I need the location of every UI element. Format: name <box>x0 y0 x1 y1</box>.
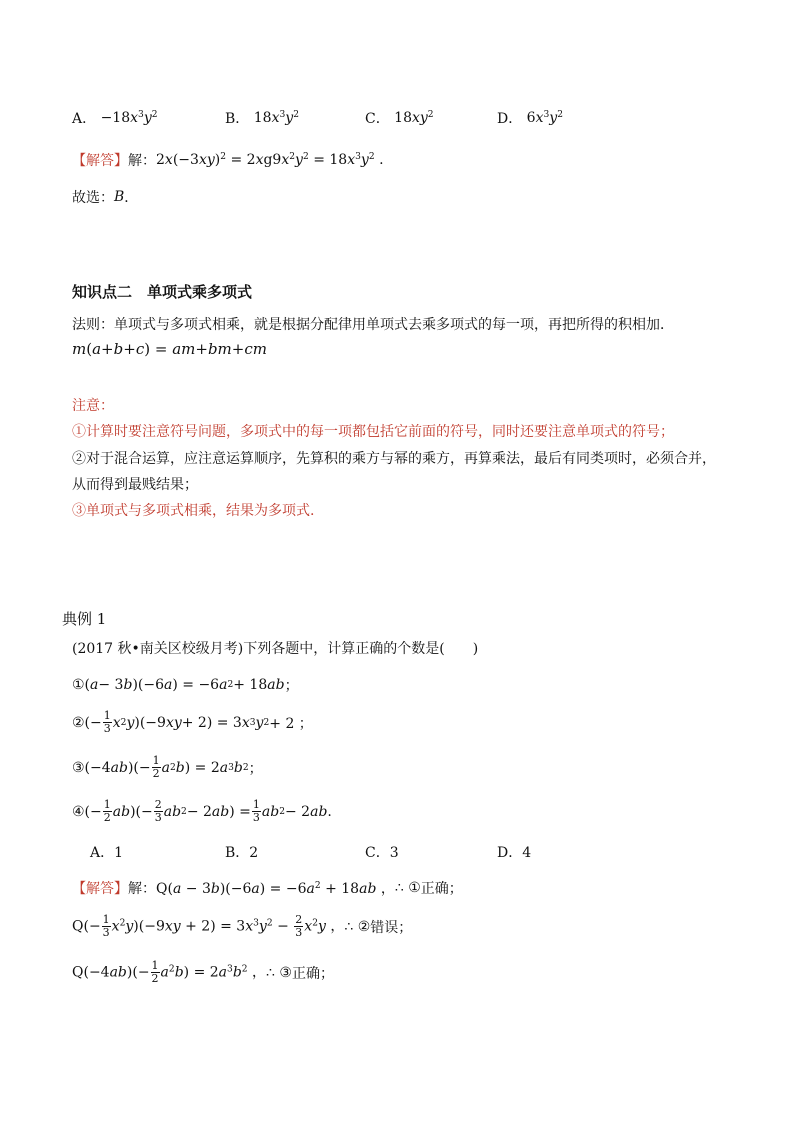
q1-option-d <box>497 108 563 128</box>
correct-label: 正确； <box>291 965 334 982</box>
note-1: ①计算时要注意符号问题，多项式中的每一项都包括它前面的符号，同时还要注意单项式的符号； <box>72 424 674 440</box>
option-d-expr: $6x^3y^2$ <box>522 110 564 126</box>
wrong-label: 错误； <box>370 919 413 936</box>
answer-mark-1: ① <box>403 880 421 896</box>
option-c-expr: $18xy^2$ <box>389 110 434 126</box>
therefore-symbol: ∴ <box>394 880 404 896</box>
rule-text: 法则：单项式与多项式相乘，就是根据分配律用单项式去乘多项式的每一项，再把所得的积相加． <box>72 317 674 333</box>
q1-choice-line <box>72 187 138 207</box>
example-answer-line-2 <box>72 914 412 939</box>
example-item-3: ③(−4 ab )(− $\frac{1}{2}$ a 2 b ) = 2 a 3 b 2 ； <box>72 754 263 780</box>
therefore-symbol: ∴ <box>266 964 275 981</box>
correct-label: 正确； <box>420 881 463 897</box>
answer-prefix: 解： <box>128 881 156 897</box>
answer-expr-3: Q(−4ab)(− $\frac{1}{2}$ $a^2b) = 2a^3b^2$ ， <box>72 959 267 985</box>
choice-label: 故选： <box>72 190 114 206</box>
answer-expr-2: Q(− $\frac{1}{3}$ $x^2y)(-9xy + 2) = 3x^3y^2$ − $\frac{2}{3}$ $x^2y$ ， <box>72 913 345 939</box>
answer-mark-2: ② <box>353 918 371 935</box>
q1-answer-line <box>72 150 384 170</box>
choice-end: ． <box>124 190 139 206</box>
option-label: C． <box>365 111 390 127</box>
answer-tag: 【解答】 <box>72 153 128 169</box>
option-label: B． <box>225 111 250 127</box>
example-answer-line-1 <box>72 878 463 898</box>
option-a-expr: $-18x^3y^2$ <box>96 110 158 126</box>
answer-prefix: 解： <box>128 153 156 169</box>
notes-title: 注意： <box>72 398 114 414</box>
note-2b: 从而得到最贱结果； <box>72 477 198 493</box>
option-b-expr: $18x^3y^2$ <box>249 110 299 126</box>
example-option-d: D．4 <box>497 845 532 861</box>
answer-tag: 【解答】 <box>72 881 128 897</box>
choice-letter: B <box>114 189 125 205</box>
answer-expr: $2x(-3xy)^2 = 2xg9x^2y^2 = 18x^3y^2$ . <box>156 152 384 168</box>
example-option-a: A．1 <box>90 845 124 861</box>
therefore-symbol: ∴ <box>344 918 354 935</box>
note-3: ③单项式与多项式相乘，结果为多项式. <box>72 503 315 519</box>
option-label: D． <box>497 111 523 127</box>
answer-mark-3: ③ <box>274 964 292 981</box>
example-item-4: ④(− $\frac{1}{2}$ ab )(− $\frac{2}{3}$ ab 2 − 2 ab ) = $\frac{1}{3}$ ab 2 − 2 ab . <box>72 798 332 824</box>
answer-expr-1: $Q(a - 3b)(-6a) = -6a^2 + 18ab$ ， <box>156 881 395 897</box>
q1-option-a <box>72 108 158 128</box>
example-item-2: ②(− $\frac{1}{3}$ x 2 y )(−9 xy + 2) = 3 x 3 y 2 + 2 ； <box>72 709 313 735</box>
example-title: 典例 1 <box>62 610 107 628</box>
option-label: A． <box>72 111 97 127</box>
q1-option-b <box>225 108 299 128</box>
section-title: 知识点二 单项式乘多项式 <box>72 283 253 301</box>
q1-option-c <box>365 108 434 128</box>
note-2a: ②对于混合运算，应注意运算顺序，先算积的乘方与幂的乘方，再算乘法，最后有同类项时，必须合并， <box>72 451 716 467</box>
example-answer-line-3 <box>72 960 334 985</box>
rule-formula: m(a+b+c) = am+bm+cm <box>72 340 267 358</box>
example-option-c: C．3 <box>365 845 399 861</box>
example-option-b: B．2 <box>225 845 259 861</box>
example-question: (2017 秋•南关区校级月考)下列各题中，计算正确的个数是( ) <box>72 641 479 657</box>
example-item-1: ①( a − 3 b )(−6 a ) = −6 a 2 + 18 ab ； <box>72 677 299 694</box>
